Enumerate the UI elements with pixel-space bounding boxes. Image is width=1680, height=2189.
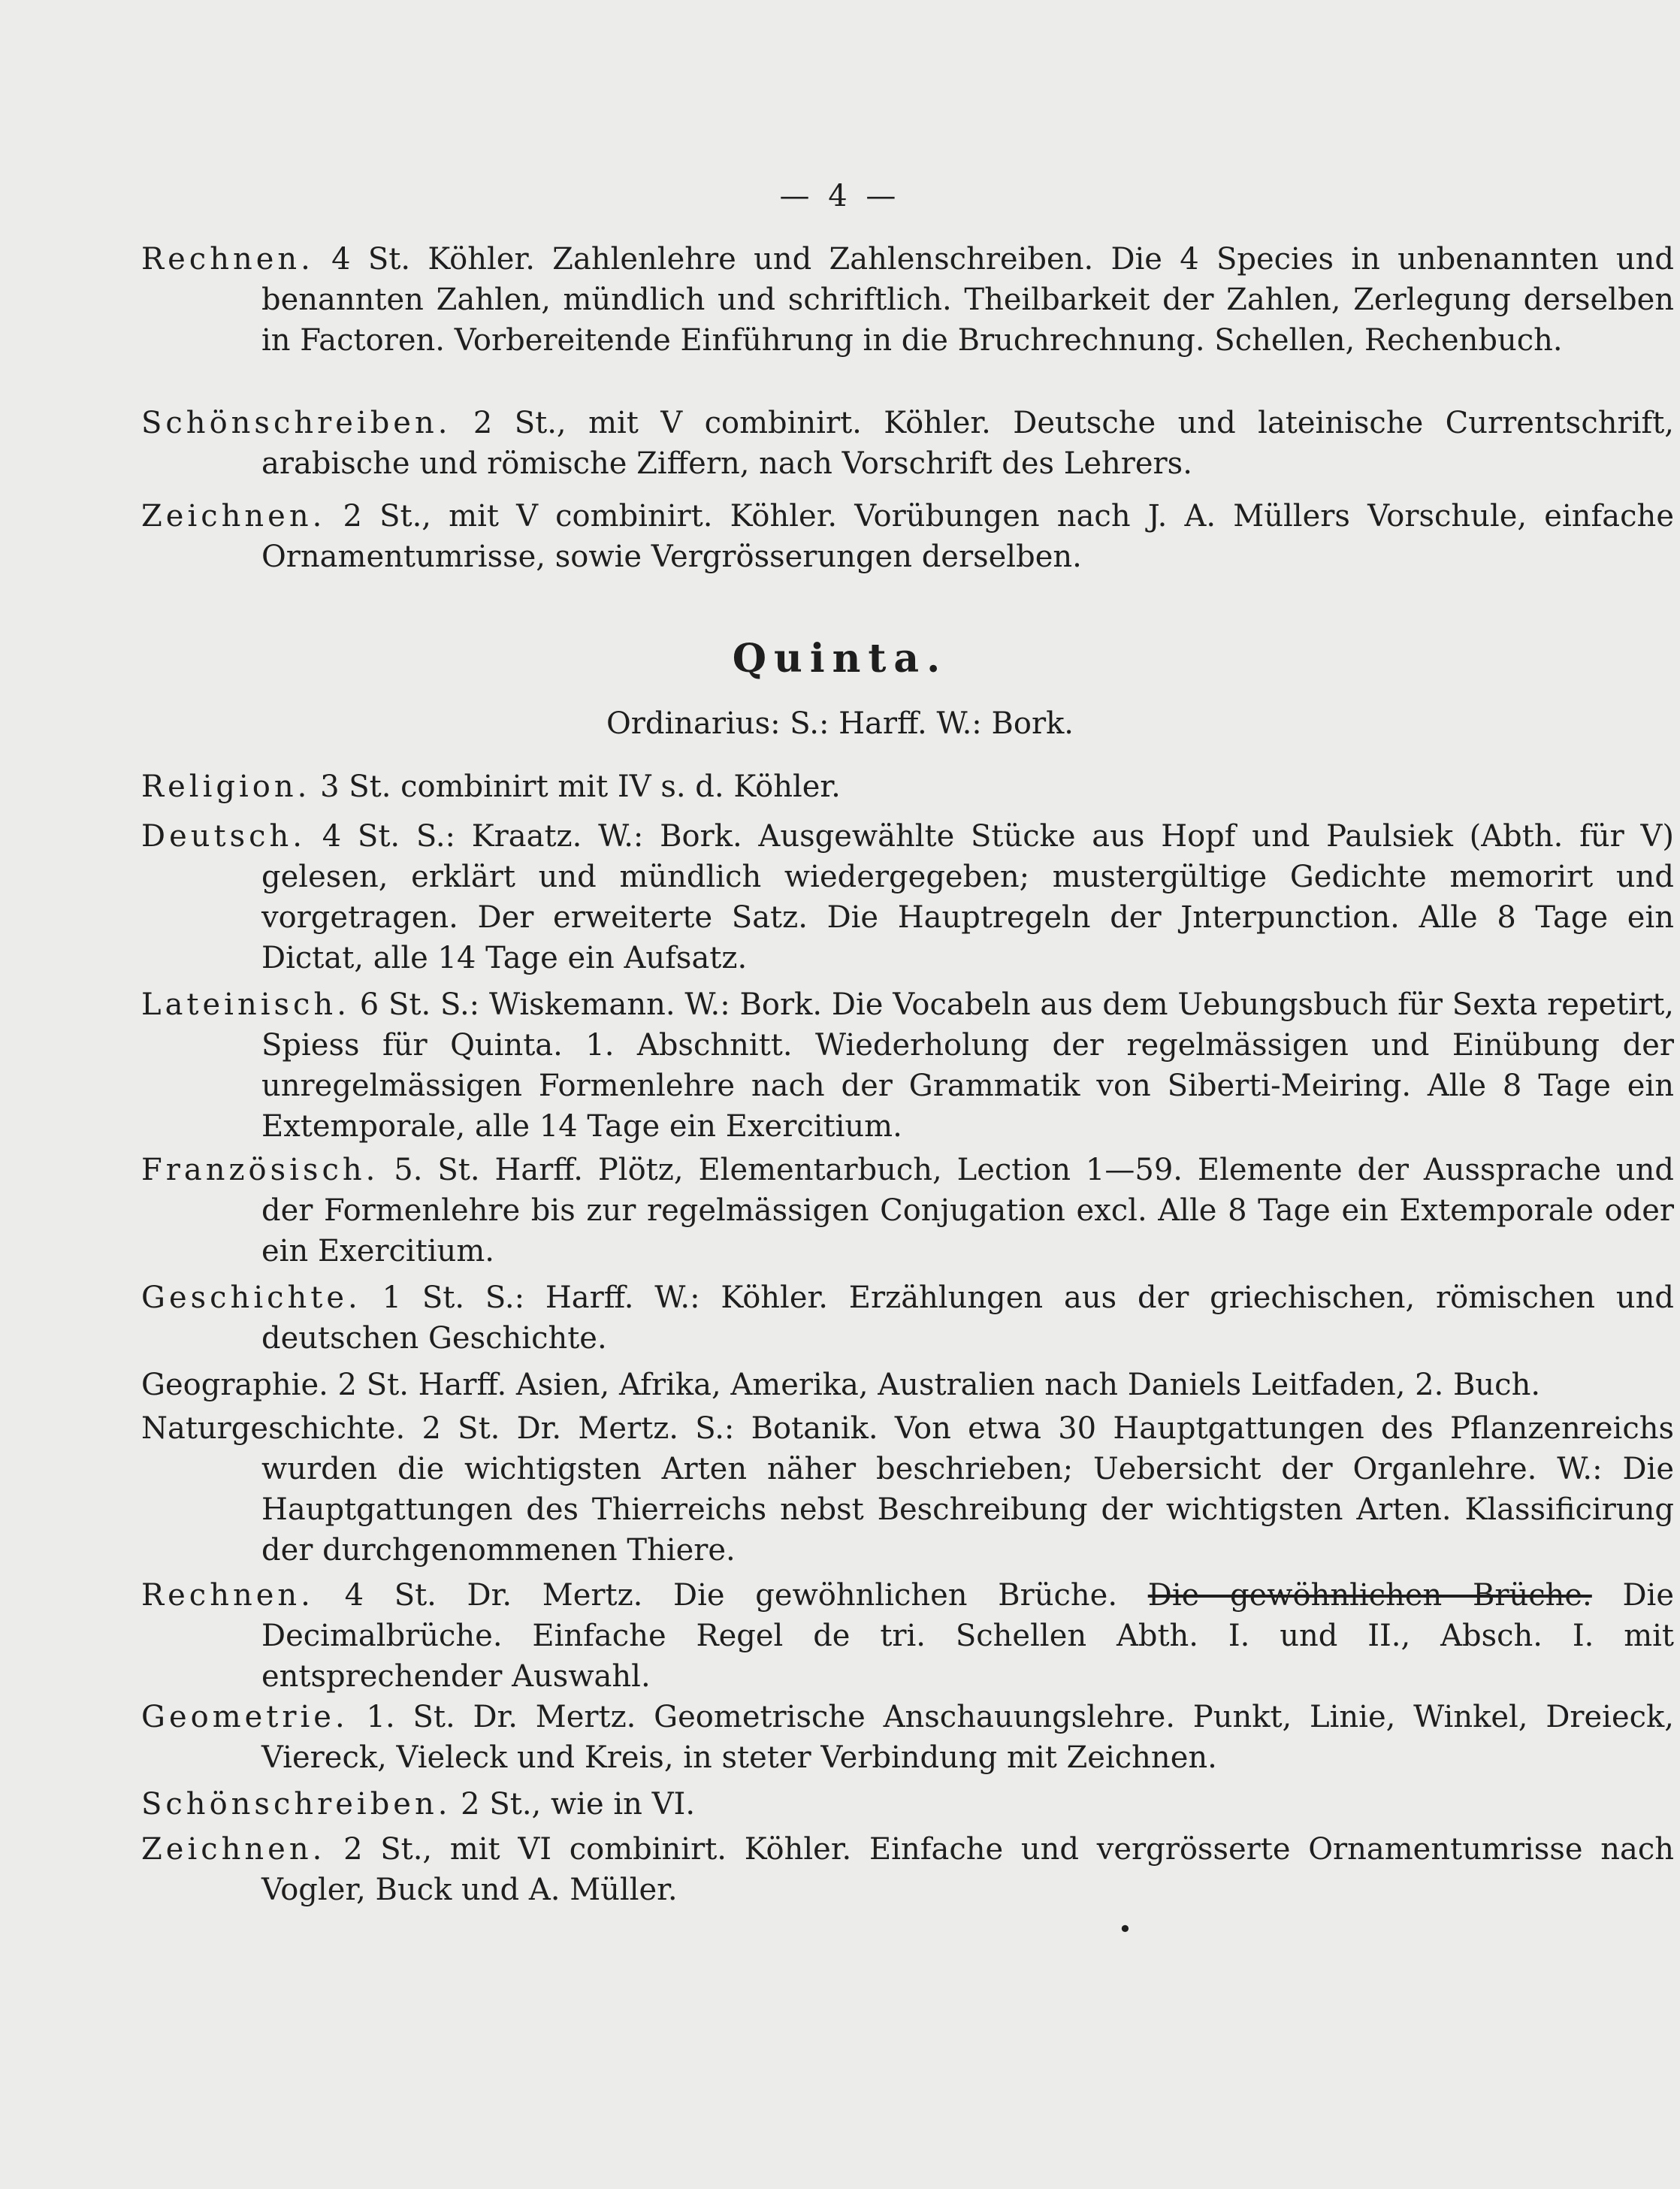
quinta-entry-religion bbox=[141, 766, 1674, 807]
subject-label: Deutsch. bbox=[141, 819, 306, 854]
subject-label: Naturgeschichte. bbox=[141, 1411, 406, 1446]
entry-text: 2 St., mit VI combinirt. Köhler. Einfache und vergrösserte Ornamentumrisse nach Vogler, Buck und A. Müller. bbox=[261, 1832, 1675, 1907]
subject-label: Geometrie. bbox=[141, 1700, 349, 1734]
ordinarius-line: Ordinarius: S.: Harff. W.: Bork. bbox=[606, 706, 1074, 741]
quinta-entry-schoenschreiben bbox=[141, 1784, 1674, 1825]
stray-dot: • bbox=[1118, 1915, 1132, 1943]
entry-text: 2 St., wie in VI. bbox=[461, 1787, 696, 1822]
quinta-entry-naturgeschichte bbox=[141, 1408, 1674, 1571]
quinta-entry-lateinisch bbox=[141, 984, 1674, 1147]
entry-text: 4 St. Köhler. Zahlenlehre und Zahlenschreiben. Die 4 Species in unbenannten und benannten Zahlen, mündlich und schriftlich. Theilbarkeit der Zahlen, Zerlegung derselben in Factoren. Vorbereitende Einführung in die Bruchrechnung. Schellen, Rechenbuch. bbox=[261, 242, 1674, 358]
quinta-entry-rechnen bbox=[141, 1575, 1674, 1697]
subject-label: Geschichte. bbox=[141, 1280, 361, 1315]
entry-text: 2 St., mit V combinirt. Köhler. Vorübungen nach J. A. Müllers Vorschule, einfache Ornamentumrisse, sowie Vergrösserungen derselben. bbox=[261, 499, 1674, 574]
entry-text: 6 St. S.: Wiskemann. W.: Bork. Die Vocabeln aus dem Uebungsbuch für Sexta repetirt, Spiess für Quinta. 1. Abschnitt. Wiederholung der regelmässigen und Einübung der unregelmässigen Formenlehre nach der Grammatik von Siberti-Meiring. Alle 8 Tage ein Extemporale, alle 14 Tage ein Exercitium. bbox=[261, 987, 1674, 1144]
sexta-entry-schoenschreiben bbox=[141, 403, 1674, 484]
subject-label: Rechnen. bbox=[141, 1578, 314, 1613]
subject-label: Schönschreiben. bbox=[141, 406, 452, 440]
subject-label: Rechnen. bbox=[141, 242, 314, 277]
quinta-entry-geographie bbox=[141, 1365, 1674, 1405]
entry-text: 5. St. Harff. Plötz, Elementarbuch, Lection 1—59. Elemente der Aussprache und der Formenlehre bis zur regelmässigen Conjugation excl. Alle 8 Tage ein Extemporale oder ein Exercitium. bbox=[261, 1153, 1674, 1268]
subject-label: Lateinisch. bbox=[141, 987, 350, 1022]
section-title-quinta: Quinta. bbox=[732, 636, 948, 682]
subject-label: Schönschreiben. bbox=[141, 1787, 452, 1822]
entry-text: 1 St. S.: Harff. W.: Köhler. Erzählungen aus der griechischen, römischen und deutschen Geschichte. bbox=[261, 1280, 1675, 1356]
entry-text: 1. St. Dr. Mertz. Geometrische Anschauungslehre. Punkt, Linie, Winkel, Dreieck, Viereck, Vieleck und Kreis, in steter Verbindung mit Zeichnen. bbox=[261, 1700, 1675, 1775]
sexta-entry-rechnen bbox=[141, 239, 1674, 361]
entry-text: 3 St. combinirt mit IV s. d. Köhler. bbox=[320, 769, 841, 804]
subject-label: Zeichnen. bbox=[141, 1832, 326, 1867]
entry-text: 4 St. Dr. Mertz. Die gewöhnlichen Brüche. bbox=[344, 1578, 1118, 1613]
page-number: — 4 — bbox=[779, 179, 901, 213]
subject-label: Französisch. bbox=[141, 1153, 379, 1187]
quinta-entry-zeichnen bbox=[141, 1829, 1674, 1910]
quinta-entry-franzoesisch bbox=[141, 1150, 1674, 1271]
entry-text: 2 St. Dr. Mertz. S.: Botanik. Von etwa 30 Hauptgattungen des Pflanzenreichs wurden die wichtigsten Arten näher beschrieben; Uebersicht der Organlehre. W.: Die Hauptgattungen des Thierreichs nebst Beschreibung der wichtigsten Arten. Klassificirung der durchgenommenen Thiere. bbox=[261, 1411, 1675, 1568]
quinta-entry-geschichte bbox=[141, 1277, 1674, 1359]
sexta-entry-zeichnen bbox=[141, 496, 1674, 577]
struck-text: Die gewöhnlichen Brüche. bbox=[1147, 1578, 1592, 1613]
quinta-entry-deutsch bbox=[141, 816, 1674, 978]
entry-text: 4 St. S.: Kraatz. W.: Bork. Ausgewählte Stücke aus Hopf und Paulsiek (Abth. für V) gelesen, erklärt und mündlich wiedergegeben; mustergültige Gedichte memorirt und vorgetragen. Der erweiterte Satz. Die Hauptregeln der Jnterpunction. Alle 8 Tage ein Dictat, alle 14 Tage ein Aufsatz. bbox=[261, 819, 1674, 975]
subject-label: Zeichnen. bbox=[141, 499, 326, 534]
entry-text: 2 St. Harff. Asien, Afrika, Amerika, Australien nach Daniels Leitfaden, 2. Buch. bbox=[337, 1368, 1541, 1402]
entry-text-continued: Die Decimalbrüche. Einfache Regel de tri. Schellen Abth. I. und II., Absch. I. mit entsprechender Auswahl. bbox=[261, 1578, 1675, 1694]
entry-text: 2 St., mit V combinirt. Köhler. Deutsche und lateinische Currentschrift, arabische und römische Ziffern, nach Vorschrift des Lehrers. bbox=[261, 406, 1674, 481]
subject-label: Geographie. bbox=[141, 1368, 328, 1402]
quinta-entry-geometrie bbox=[141, 1697, 1674, 1778]
subject-label: Religion. bbox=[141, 769, 311, 804]
